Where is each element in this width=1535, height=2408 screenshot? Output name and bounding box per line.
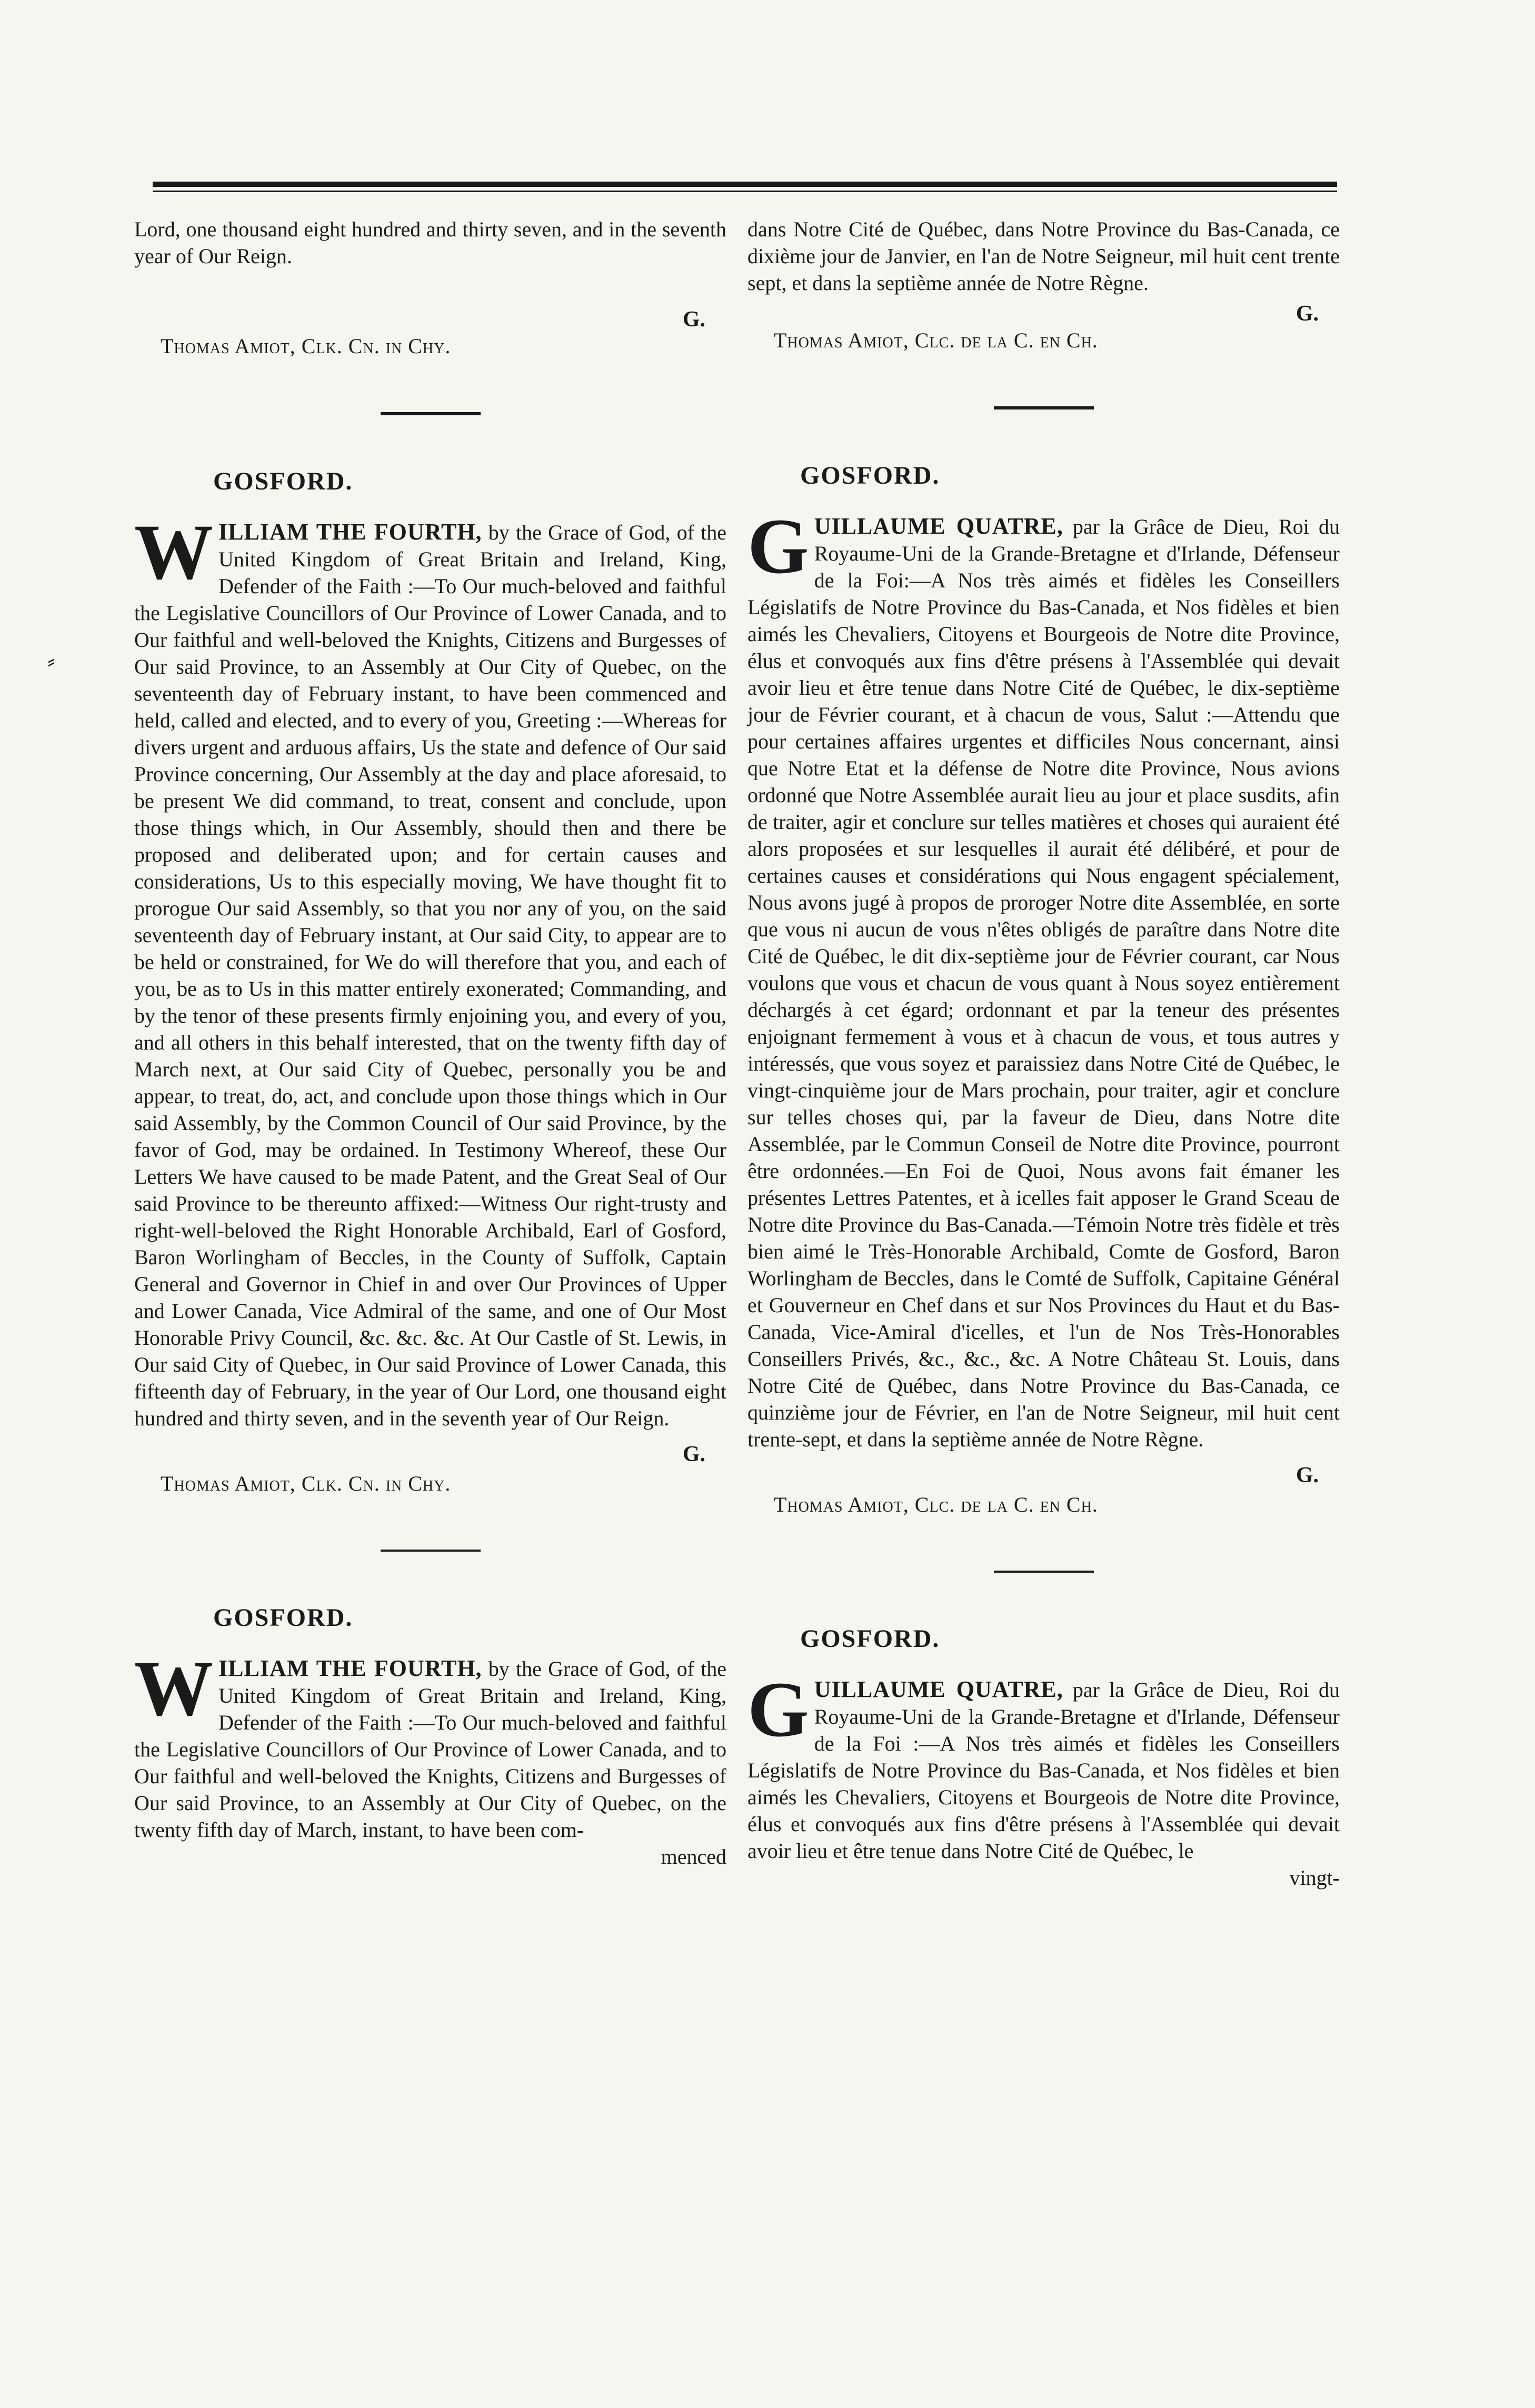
proclamation-lead: ILLIAM THE FOURTH,: [218, 1655, 482, 1681]
english-clerk-2: Thomas Amiot, Clk. Cn. in Chy.: [161, 1472, 451, 1495]
section-divider: [381, 412, 481, 415]
french-clerk-1: Thomas Amiot, Clc. de la C. en Ch.: [774, 328, 1098, 352]
english-intro: Lord, one thousand eight hundred and thirty seven, and in the seventh year of Our Reign.: [134, 217, 726, 268]
signature-initial: G.: [1295, 1463, 1319, 1487]
french-heading-1: GOSFORD.: [800, 462, 940, 489]
proclamation-text: par la Grâce de Dieu, Roi du Royaume-Uni de la Grande-Bretagne et d'Irlande, Défenseur de la Foi:—A Nos très aimés et fidèles les Conseillers Législatifs de Notre Province du Bas-Canada, et Nos fidèles et bien aimés les Chevaliers, Citoyens et Bourgeois de Notre dite Province, élus et convoqués aux fins d'être présens à l'Assemblée qui devait avoir lieu et être tenue dans Notre Cité de Québec, le dix-septième jour de Février courant, et à chacun de vous, Salut :—Attendu que pour certaines affaires urgentes et difficiles Nous concernant, ainsi que Notre Etat et la défense de Notre dite Province, Nous avions ordonné que Notre Assemblée aurait lieu au jour et place susdits, afin de traiter, agir et conclure sur telles matières et choses qui auraient été alors proposées et sur lesquelles il aurait été délibéré, et pour de certaines causes et considérations qui Nous engagent spécialement, Nous avons jugé à propos de proroger Notre dite Assemblée, en sorte que vous ni aucun de vous n'êtes obligés de paraître dans Notre dite Cité de Québec, le dit dix-septième jour de Février courant, car Nous voulons que vous et chacun de vous quant à Nous soyez entièrement déchargés à cet égard; ordonnant et par la teneur des présentes enjoignant fermement à vous et à chacun de vous, et tous autres y intéressés, que vous soyez et paraissiez dans Notre Cité de Québec, le vingt-cinquième jour de Mars prochain, pour traiter, agir et conclure sur telles choses qui, par la faveur de Dieu, dans Notre dite Assemblée, par le Commun Conseil de Notre dite Province, pourront être ordonnées.—En Foi de Quoi, Nous avons fait émaner les présentes Lettres Patentes, et à icelles fait apposer le Grand Sceau de Notre dite Province du Bas-Canada.—Témoin Notre très fidèle et très bien aimé le Très-Honorable Archibald, Comte de Gosford, Baron Worlingham de Beccles, dans le Comté de Suffolk, Capitaine Général et Gouverneur en Chef dans et sur Nos Provinces du Haut et du Bas-Canada, Vice-Amiral d'icelles, et l'un de Nos Très-Honorables Conseillers Privés, &c., &c., &c. A Notre Château St. Louis, dans Notre Cité de Québec, dans Notre Province du Bas-Canada, ce quinzième jour de Février, en l'an de Notre Seigneur, mil huit cent trente-sept, et dans la septième année de Notre Règne.: [747, 515, 1340, 1451]
proclamation-lead: ILLIAM THE FOURTH,: [218, 519, 482, 545]
french-intro: dans Notre Cité de Québec, dans Notre Province du Bas-Canada, ce dixième jour de Janvier, en l'an de Notre Seigneur, mil huit cent trente sept, et dans la septième année de Notre Règne.: [747, 217, 1340, 295]
margin-mark: ⸗: [47, 648, 55, 674]
proclamation-text: par la Grâce de Dieu, Roi du Royaume-Uni de la Grande-Bretagne et d'Irlande, Défenseur de la Foi :—A Nos très aimés et fidèles les Conseillers Législatifs de Notre Province du Bas-Canada, et Nos fidèles et bien aimés les Chevaliers, Citoyens et Bourgeois de Notre dite Province, élus et convoqués aux fins d'être présens à l'Assemblée qui devait avoir lieu et être tenue dans Notre Cité de Québec, le: [747, 1678, 1340, 1863]
french-proclamation-2: [747, 1666, 1340, 1864]
french-clerk-2: Thomas Amiot, Clc. de la C. en Ch.: [774, 1493, 1098, 1516]
english-proclamation-2: [134, 1645, 726, 1843]
proclamation-text: by the Grace of God, of the United Kingdom of Great Britain and Ireland, King, Defender of the Faith :—To Our much-beloved and faithful the Legislative Councillors of Our Province of Lower Canada, and to Our faithful and well-beloved the Knights, Citizens and Burgesses of Our said Province, to an Assembly at Our City of Quebec, on the twenty fifth day of March, instant, to have been com-: [134, 1657, 726, 1842]
french-signature-2: [747, 1462, 1340, 1502]
french-heading-2: GOSFORD.: [800, 1625, 940, 1653]
drop-cap: G: [747, 503, 809, 590]
section-divider: [994, 406, 1094, 409]
english-heading-1: GOSFORD.: [213, 467, 353, 495]
english-heading-2: GOSFORD.: [213, 1604, 353, 1632]
english-clerk-1: Thomas Amiot, Clk. Cn. in Chy.: [161, 334, 451, 358]
drop-cap: W: [134, 508, 213, 596]
catchword: menced: [661, 1845, 726, 1869]
signature-initial: G.: [682, 1442, 705, 1466]
proclamation-lead: UILLAUME QUATRE,: [814, 1676, 1063, 1702]
drop-cap: W: [134, 1645, 213, 1732]
french-proclamation-1: [747, 503, 1340, 1453]
drop-cap: G: [747, 1666, 809, 1753]
proclamation-text: by the Grace of God, of the United Kingdom of Great Britain and Ireland, King, Defender of the Faith :—To Our much-beloved and faithful the Legislative Councillors of Our Province of Lower Canada, and to Our faithful and well-beloved the Knights, Citizens and Burgesses of Our said Province, to an Assembly at Our City of Quebec, on the seventeenth day of February instant, to have been commenced and held, called and elected, and to every of you, Greeting :—Whereas for divers urgent and arduous affairs, Us the state and defence of Our said Province concerning, Our Assembly at the day and place aforesaid, to be present We did command, to treat, consent and conclude, upon those things which, in Our Assembly, should then and there be proposed and deliberated upon; and for certain causes and considerations, Us to this especially moving, We have thought fit to prorogue Our said Assembly, so that you nor any of you, on the said seventeenth day of February instant, at Our said City, to appear are to be held or constrained, for We do will therefore that you, and each of you, be as to Us in this matter entirely exonerated; Commanding, and by the tenor of these presents firmly enjoining you, and every of you, and all others in this behalf interested, that on the twenty fifth day of March next, at Our said City of Quebec, personally you be and appear, to treat, do, act, and conclude upon those things which in Our said Assembly, by the Common Council of Our said Province, by the favor of God, may be ordained. In Testimony Whereof, these Our Letters We have caused to be made Patent, and the Great Seal of Our said Province to be thereunto affixed:—Witness Our right-trusty and right-well-beloved the Right Honorable Archibald, Earl of Gosford, Baron Worlingham of Beccles, in the County of Suffolk, Captain General and Governor in Chief in and over Our Provinces of Upper and Lower Canada, Vice Admiral of the same, and one of Our Most Honorable Privy Council, &c. &c. &c. At Our Castle of St. Lewis, in Our said City of Quebec, in Our said Province of Lower Canada, this fifteenth day of February, in the year of Our Lord, one thousand eight hundred and thirty seven, and in the seventh year of Our Reign.: [134, 521, 726, 1430]
top-rule-thin: [153, 191, 1337, 192]
section-divider: [994, 1571, 1094, 1573]
english-proclamation-1: [134, 508, 726, 1432]
section-divider: [381, 1550, 481, 1552]
top-rule: [153, 182, 1337, 187]
catchword: vingt-: [1289, 1866, 1340, 1890]
english-column: [134, 216, 726, 1870]
english-signature-2: [134, 1441, 726, 1481]
signature-initial: G.: [682, 307, 705, 332]
proclamation-lead: UILLAUME QUATRE,: [814, 513, 1063, 539]
french-column: [747, 216, 1340, 1891]
french-signature-1: [747, 301, 1340, 340]
signature-initial: G.: [1295, 302, 1319, 326]
english-signature-1: [134, 306, 726, 346]
